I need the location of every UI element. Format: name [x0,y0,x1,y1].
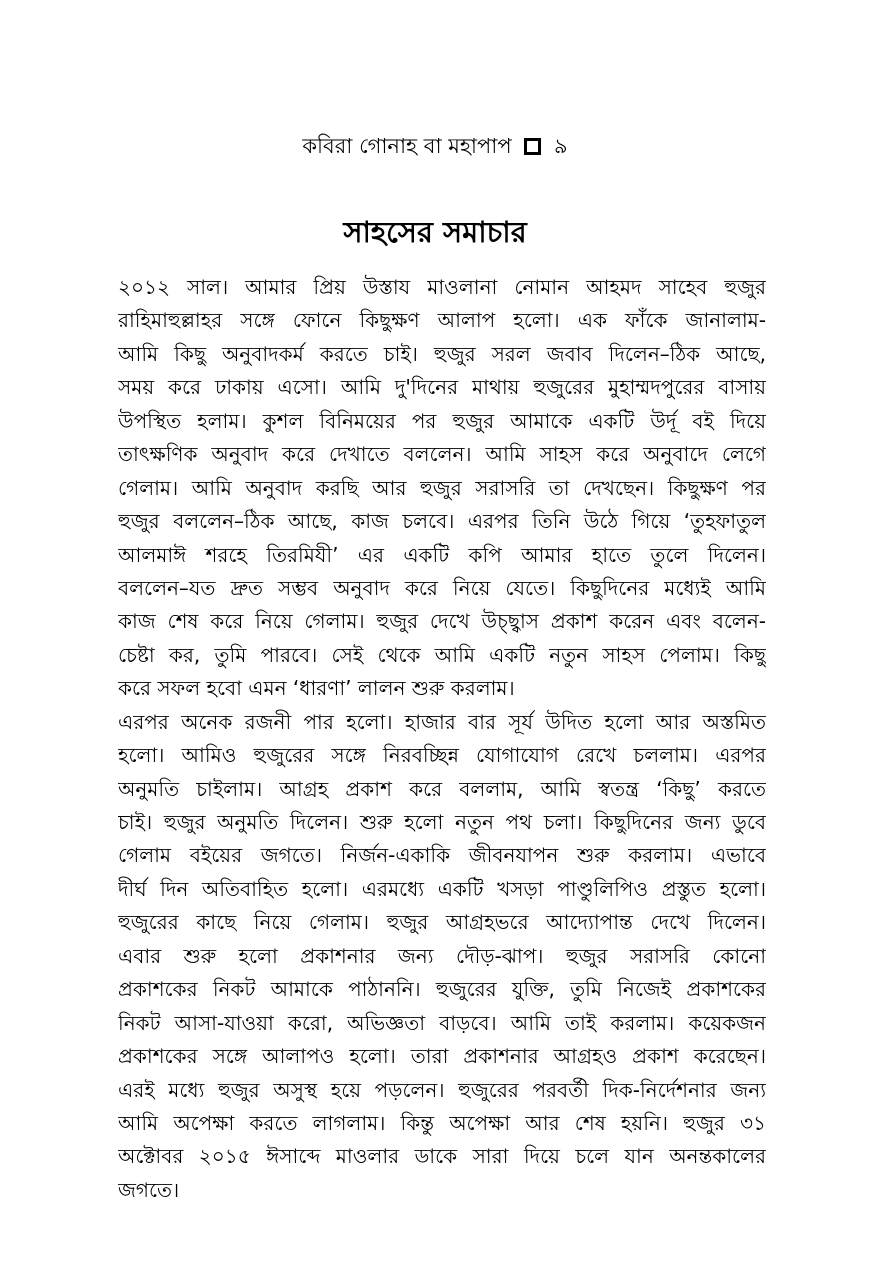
text-line: অনুমতি চাইলাম। আগ্রহ প্রকাশ করে বললাম, আমি স্বতন্ত্র ‘কিছু’ করতে [118,776,766,801]
text-line: উপস্থিত হলাম। কুশল বিনিময়ের পর হুজুর আমাকে একটি উর্দূ বই দিয়ে [118,408,766,433]
paragraph [118,271,766,706]
text-line: নিকট আসা-যাওয়া করো, অভিজ্ঞতা বাড়বে। আমি তাই করলাম। কয়েকজন [118,1010,766,1035]
square-box-icon [524,138,541,155]
text-line: হুজুর বললেন–ঠিক আছে, কাজ চলবে। এরপর তিনি উঠে গিয়ে ‘তুহফাতুল [118,509,766,534]
text-line: রাহিমাহুল্লাহর সঙ্গে ফোনে কিছুক্ষণ আলাপ হলো। এক ফাঁকে জানালাম- [118,308,766,333]
running-header [0,128,870,164]
text-line: তাৎক্ষণিক অনুবাদ করে দেখাতে বললেন। আমি সাহস করে অনুবাদে লেগে [118,442,766,467]
text-line: জগতে। [118,1177,180,1202]
text-line: প্রকাশকের সঙ্গে আলাপও হলো। তারা প্রকাশনার আগ্রহও প্রকাশ করেছেন। [118,1044,766,1069]
text-line: এরই মধ্যে হুজুর অসুস্থ হয়ে পড়লেন। হুজুরের পরবর্তী দিক-নির্দেশনার জন্য [118,1077,766,1102]
book-title: কবিরা গোনাহ বা মহাপাপ [302,134,512,158]
text-line: বললেন–যত দ্রুত সম্ভব অনুবাদ করে নিয়ে যেতে। কিছুদিনের মধ্যেই আমি [118,575,766,600]
text-line: কাজ শেষ করে নিয়ে গেলাম। হুজুর দেখে উচ্ছ্বাস প্রকাশ করেন এবং বলেন- [118,609,766,634]
text-line: এরপর অনেক রজনী পার হলো। হাজার বার সূর্য উদিত হলো আর অস্তমিত [118,709,766,734]
text-line: চেষ্টা কর, তুমি পারবে। সেই থেকে আমি একটি নতুন সাহস পেলাম। কিছু [118,642,766,667]
text-line: আলমাঈ শরহে তিরমিযী’ এর একটি কপি আমার হাতে তুলে দিলেন। [118,542,766,567]
text-line: গেলাম বইয়ের জগতে। নির্জন-একাকি জীবনযাপন শুরু করলাম। এভাবে [118,843,766,868]
text-line: দীর্ঘ দিন অতিবাহিত হলো। এরমধ্যে একটি খসড়া পাণ্ডুলিপিও প্রস্তুত হলো। [118,876,766,901]
text-line: ২০১২ সাল। আমার প্রিয় উস্তায মাওলানা নোমান আহমদ সাহেব হুজুর [118,275,766,299]
text-line: আমি কিছু অনুবাদকর্ম করতে চাই। হুজুর সরল জবাব দিলেন–ঠিক আছে, [118,341,766,366]
text-line: গেলাম। আমি অনুবাদ করছি আর হুজুর সরাসরি তা দেখছেন। কিছুক্ষণ পর [118,475,766,500]
text-line: হলো। আমিও হুজুরের সঙ্গে নিরবচ্ছিন্ন যোগাযোগ রেখে চললাম। এরপর [118,743,766,768]
text-line: আমি অপেক্ষা করতে লাগলাম। কিন্তু অপেক্ষা আর শেষ হয়নি। হুজুর ৩১ [118,1110,766,1135]
text-line: হুজুরের কাছে নিয়ে গেলাম। হুজুর আগ্রহভরে আদ্যোপান্ত দেখে দিলেন। [118,910,766,935]
paragraph [118,706,766,1208]
text-line: এবার শুরু হলো প্রকাশনার জন্য দৌড়-ঝাপ। হুজুর সরাসরি কোনো [118,943,766,968]
chapter-title: সাহসের সমাচার [343,215,527,249]
text-line: অক্টোবর ২০১৫ ঈসাব্দে মাওলার ডাকে সারা দিয়ে চলে যান অনন্তকালের [118,1144,766,1169]
text-line: প্রকাশকের নিকট আমাকে পাঠাননি। হুজুরের যুক্তি, তুমি নিজেই প্রকাশকের [118,977,766,1002]
text-line: করে সফল হবো এমন ‘ধারণা’ লালন শুরু করলাম। [118,676,515,701]
text-line: সময় করে ঢাকায় এসো। আমি দু'দিনের মাথায় হুজুরের মুহাম্মদপুরের বাসায় [118,375,766,400]
body-text [118,271,766,1207]
text-line: চাই। হুজুর অনুমতি দিলেন। শুরু হলো নতুন পথ চলা। কিছুদিনের জন্য ডুবে [118,810,766,834]
page-number: ৯ [553,134,568,158]
